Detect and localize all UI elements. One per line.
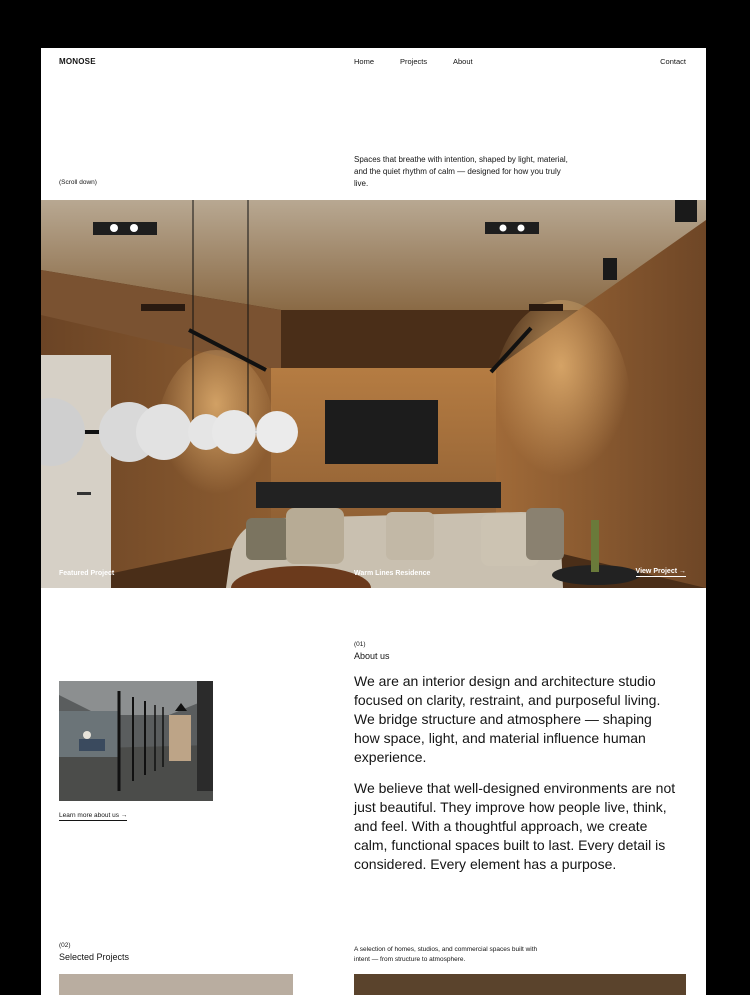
- view-project-link[interactable]: View Project →: [635, 568, 686, 575]
- office-corridor-illustration: [59, 681, 213, 801]
- project-thumbnail[interactable]: [354, 974, 686, 995]
- projects-section-number: (02): [59, 942, 71, 949]
- about-paragraph: We are an interior design and architecture studio focused on clarity, restraint, and purposeful living. We bridge structure and atmosphere — shaping how space, light, and material influence human experience.: [354, 673, 661, 765]
- about-section-title: About us: [354, 651, 390, 661]
- nav-link-about[interactable]: About: [453, 57, 473, 66]
- scroll-hint: (Scroll down): [59, 179, 97, 186]
- learn-more-link[interactable]: Learn more about us →: [59, 812, 128, 819]
- hero-featured-label: Featured Project: [59, 570, 115, 577]
- nav-link-contact[interactable]: Contact: [660, 57, 686, 66]
- page: [41, 48, 706, 995]
- top-nav: [41, 48, 706, 76]
- hero-project-name: Warm Lines Residence: [354, 570, 431, 577]
- nav-link-projects[interactable]: Projects: [400, 57, 428, 66]
- about-text: [354, 672, 676, 886]
- projects-description: A selection of homes, studios, and commercial spaces built with intent — from structure to atmosphere.: [354, 946, 538, 963]
- intro-text: Spaces that breathe with intention, shaped by light, material, and the quiet rhythm of calm — designed for how you truly live.: [354, 155, 568, 188]
- hero-image[interactable]: [41, 200, 706, 588]
- about-paragraph: We believe that well-designed environments are not just beautiful. They improve how people live, think, and feel. With a thoughtful approach, we create calm, functional spaces built to last. Every detail is considered. Every element has a purpose.: [354, 780, 676, 872]
- hero-interior-illustration: [41, 200, 706, 588]
- projects-section-title: Selected Projects: [59, 952, 130, 962]
- about-office-image: [59, 681, 213, 801]
- nav-link-home[interactable]: Home: [354, 57, 375, 66]
- project-thumbnail[interactable]: [59, 974, 293, 995]
- brand-logo[interactable]: MONOSE: [59, 57, 96, 66]
- about-section-number: (01): [354, 641, 366, 648]
